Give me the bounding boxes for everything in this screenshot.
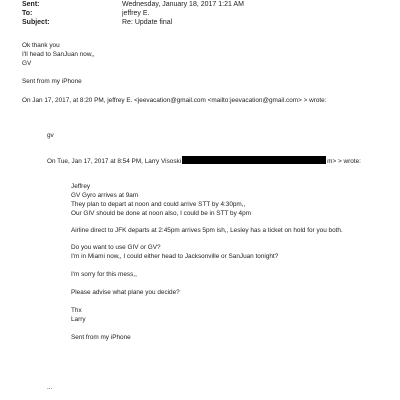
quote1-header: On Jan 17, 2017, at 8:20 PM, jeffrey E. <jeevacation@gmail.com <mailto:jeevacation@gmail.com> > wrote: <box>22 97 327 104</box>
greeting: Jeffrey <box>71 183 91 190</box>
p5: Please advise what plane you decide? <box>71 289 180 296</box>
p1-line-2: They plan to depart at noon and could arrive STT by 4:30pm,, <box>71 201 246 208</box>
quote2-header-pre: On Tue, Jan 17, 2017 at 8:54 PM, Larry Visoski <box>47 158 182 165</box>
quote2-header <box>47 156 361 166</box>
reply-line-3: GV <box>22 60 32 67</box>
subject-label: Subject: <box>22 19 50 26</box>
quote1-body: gv <box>47 132 54 139</box>
to-label: To: <box>22 10 33 17</box>
sent-row <box>22 0 244 9</box>
p3-line-1: Do you want to use GIV or GV? <box>71 244 161 251</box>
reply-line-2: I'll head to SanJuan now,, <box>22 51 95 58</box>
p2: Airline direct to JFK departs at 2:45pm arrives 5pm ish,, Lesley has a ticket on hold for you both. <box>71 227 343 234</box>
quote2-header-post: m> > wrote: <box>327 158 361 165</box>
sent-value: Wednesday, January 18, 2017 1:21 AM <box>122 1 244 8</box>
subject-value: Re: Update final <box>122 19 173 26</box>
quote2-signature: Sent from my iPhone <box>71 334 131 341</box>
to-value: jeffrey E. <box>122 10 150 17</box>
p4: I'm sorry for this mess,, <box>71 271 137 278</box>
subject-row <box>22 18 172 27</box>
thx: Thx <box>71 307 82 314</box>
to-row <box>22 9 150 18</box>
p3-line-2: I'm in Miami now,, I could either head to Jacksonville or SanJuan tonight? <box>71 253 279 260</box>
name: Larry <box>71 316 86 323</box>
p1-line-1: GV Gyro arrives at 9am <box>71 192 139 199</box>
p1-line-3: Our GIV should be done at noon also, I could be in STT by 4pm <box>71 210 251 217</box>
sent-label: Sent: <box>22 1 40 8</box>
redaction-box <box>182 156 326 164</box>
reply-signature: Sent from my iPhone <box>22 78 82 85</box>
reply-line-1: Ok thank you <box>22 42 60 49</box>
trailing-ellipsis: ... <box>47 384 53 391</box>
